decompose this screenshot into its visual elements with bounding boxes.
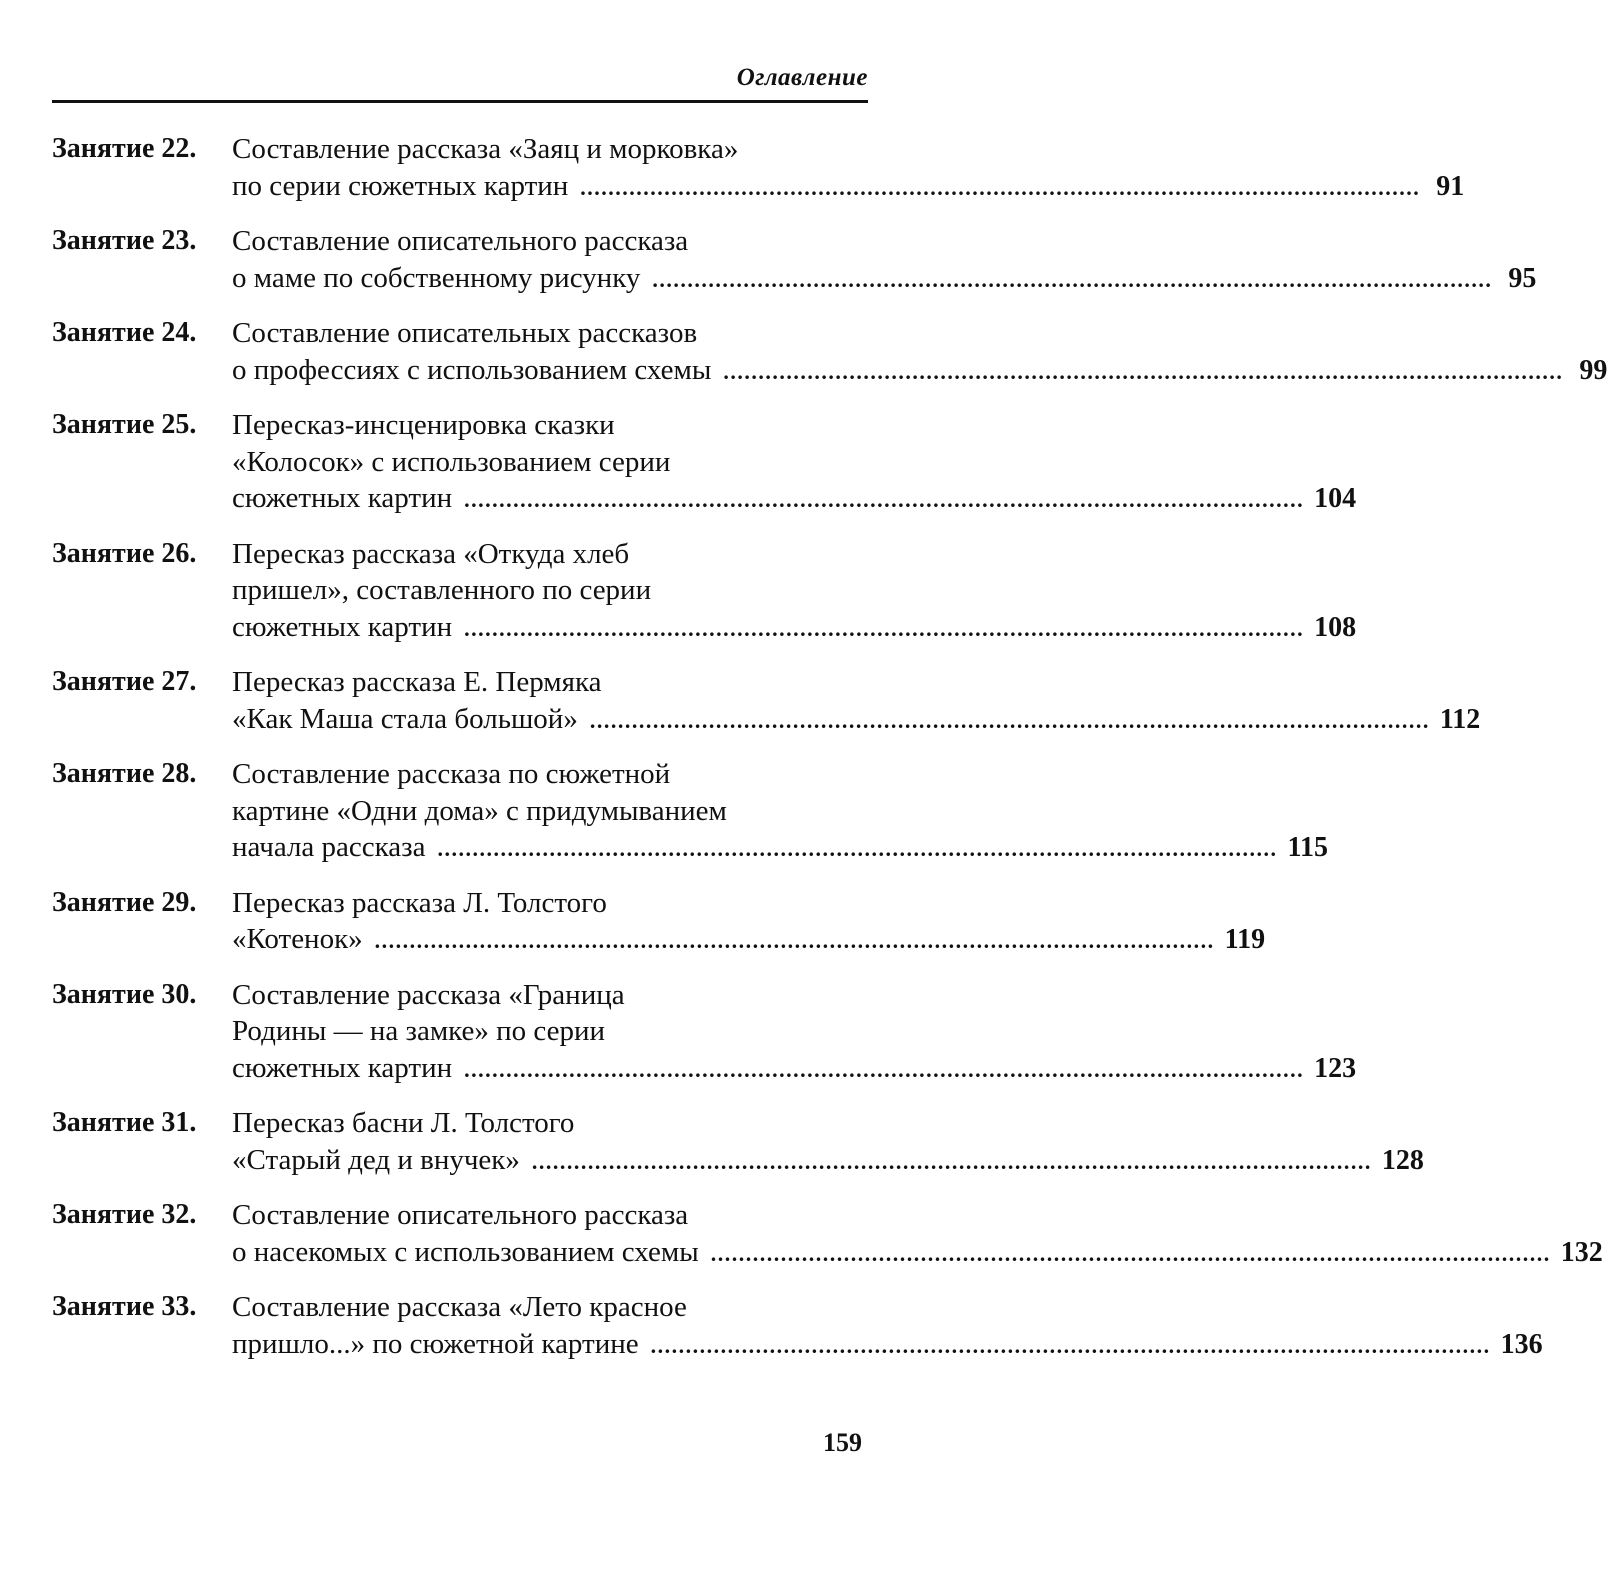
page-reference: 104	[1314, 483, 1357, 514]
lesson-title-line: Составление рассказа по сюжетной	[232, 758, 671, 790]
lesson-label: Занятие 28.	[52, 758, 197, 789]
toc-entry	[52, 756, 1328, 868]
header-rule	[52, 100, 868, 103]
lesson-title-last-line	[232, 168, 1464, 207]
toc-entry	[52, 536, 1357, 648]
page-reference: 119	[1224, 924, 1266, 955]
lesson-label: Занятие 27.	[52, 666, 197, 697]
lesson-title	[232, 1197, 1603, 1272]
lesson-title-line: Родины — на замке» по серии	[232, 1015, 606, 1047]
lesson-label: Занятие 22.	[52, 133, 197, 164]
page-reference: 99	[1579, 354, 1607, 386]
lesson-title	[232, 885, 1265, 960]
page-reference: 95	[1508, 262, 1537, 294]
page-reference: 108	[1314, 611, 1357, 643]
toc-entry	[52, 885, 1266, 960]
lesson-title-line: по серии сюжетных картин	[232, 169, 569, 202]
toc-entry	[52, 1289, 1543, 1364]
lesson-title-line: пришел», составленного по серии	[232, 574, 652, 606]
lesson-title-last-line	[232, 609, 1356, 648]
page-reference: 136	[1500, 1328, 1543, 1360]
lesson-title-line: Пересказ рассказа «Откуда хлеб	[232, 537, 630, 570]
lesson-title-line: о профессиях с использованием схемы	[232, 353, 712, 386]
lesson-title-line: «Старый дед и внучек»	[232, 1143, 520, 1176]
page-number: 159	[823, 1428, 862, 1457]
lesson-title-line: «Как Маша стала большой»	[232, 702, 578, 735]
lesson-title-last-line	[232, 260, 1536, 299]
lesson-title	[232, 1105, 1424, 1180]
dot-leader: ........................................................................................................................	[580, 174, 1421, 200]
lesson-title-line: Пересказ рассказа Л. Толстого	[232, 886, 607, 919]
lesson-title	[232, 131, 1464, 206]
lesson-title	[232, 977, 1356, 1089]
lesson-label: Занятие 25.	[52, 409, 197, 440]
dot-leader: ........................................................................................................................	[464, 487, 1305, 512]
lesson-title-line: начала рассказа	[232, 831, 426, 863]
page-reference: 123	[1314, 1052, 1357, 1084]
lesson-title-line: картине «Одни дома» с придумыванием	[232, 794, 727, 827]
lesson-title-line: Пересказ-инсценировка сказки	[232, 409, 615, 441]
lesson-title	[232, 536, 1356, 648]
page-reference: 128	[1381, 1144, 1424, 1176]
lesson-label: Занятие 30.	[52, 978, 197, 1010]
lesson-title-line: о насекомых с использованием схемы	[232, 1235, 699, 1268]
lesson-title-line: о маме по собственному рисунку	[232, 261, 641, 294]
lesson-title-last-line	[232, 352, 1607, 391]
lesson-title-line: «Колосок» с использованием серии	[232, 445, 671, 478]
dot-leader: ........................................................................................................................	[650, 1332, 1491, 1358]
lesson-title-line: Пересказ рассказа Е. Пермяка	[232, 666, 602, 698]
page-reference: 112	[1439, 703, 1481, 735]
lesson-title-last-line	[232, 701, 1480, 740]
lesson-title-line: сюжетных картин	[232, 1051, 453, 1084]
dot-leader: ........................................................................................................................	[710, 1240, 1551, 1266]
lesson-title-line: Составление рассказа «Граница	[232, 978, 625, 1011]
lesson-title	[232, 407, 1356, 519]
running-header	[52, 62, 868, 102]
lesson-label: Занятие 24.	[52, 317, 197, 348]
toc-entry	[52, 407, 1357, 519]
page-reference: 132	[1560, 1236, 1603, 1268]
lesson-title-line: Пересказ басни Л. Толстого	[232, 1107, 575, 1139]
lesson-title-last-line	[232, 1234, 1603, 1273]
lesson-title-last-line	[232, 480, 1356, 519]
lesson-title-last-line	[232, 921, 1265, 960]
lesson-title-line: пришло...» по сюжетной картине	[232, 1327, 639, 1360]
lesson-title-last-line	[232, 1142, 1424, 1181]
lesson-title-last-line	[232, 1050, 1356, 1089]
toc-entry	[52, 315, 1607, 390]
lesson-title	[232, 664, 1480, 739]
toc-entry	[52, 223, 1537, 298]
dot-leader: ........................................................................................................................	[531, 1148, 1372, 1174]
toc-entry	[52, 664, 1481, 739]
lesson-title-line: Составление рассказа «Лето красное	[232, 1291, 687, 1323]
dot-leader: ........................................................................................................................	[464, 1056, 1305, 1082]
dot-leader: ........................................................................................................................	[652, 266, 1493, 292]
lesson-label: Занятие 31.	[52, 1107, 197, 1138]
lesson-label: Занятие 26.	[52, 537, 197, 569]
lesson-label: Занятие 32.	[52, 1199, 197, 1230]
toc-entry	[52, 1105, 1424, 1180]
table-of-contents	[52, 131, 1607, 1381]
lesson-label: Занятие 23.	[52, 225, 197, 256]
toc-entry	[52, 131, 1465, 206]
lesson-title-line: сюжетных картин	[232, 610, 453, 643]
dot-leader: ........................................................................................................................	[464, 615, 1305, 641]
lesson-title-line: сюжетных картин	[232, 482, 453, 514]
lesson-title	[232, 223, 1536, 298]
lesson-label: Занятие 33.	[52, 1291, 197, 1322]
lesson-title-last-line	[232, 829, 1328, 868]
dot-leader: ........................................................................................................................	[723, 358, 1564, 384]
lesson-title	[232, 315, 1607, 390]
lesson-title	[232, 1289, 1543, 1364]
toc-entry	[52, 977, 1357, 1089]
lesson-title-last-line	[232, 1326, 1543, 1365]
toc-entry	[52, 1197, 1603, 1272]
lesson-title	[232, 756, 1328, 868]
page-reference: 115	[1287, 832, 1328, 863]
page-reference: 91	[1436, 170, 1465, 202]
lesson-title-line: Составление рассказа «Заяц и морковка»	[232, 133, 739, 165]
dot-leader: ........................................................................................................................	[589, 707, 1430, 733]
dot-leader: ........................................................................................................................	[374, 928, 1215, 953]
lesson-label: Занятие 29.	[52, 886, 197, 918]
lesson-title-line: Составление описательного рассказа	[232, 225, 689, 257]
lesson-title-line: «Котенок»	[232, 923, 363, 955]
running-header-title: Оглавление	[736, 64, 868, 91]
lesson-title-line: Составление описательных рассказов	[232, 317, 698, 349]
lesson-title-line: Составление описательного рассказа	[232, 1199, 689, 1231]
dot-leader: ........................................................................................................................	[437, 836, 1278, 861]
